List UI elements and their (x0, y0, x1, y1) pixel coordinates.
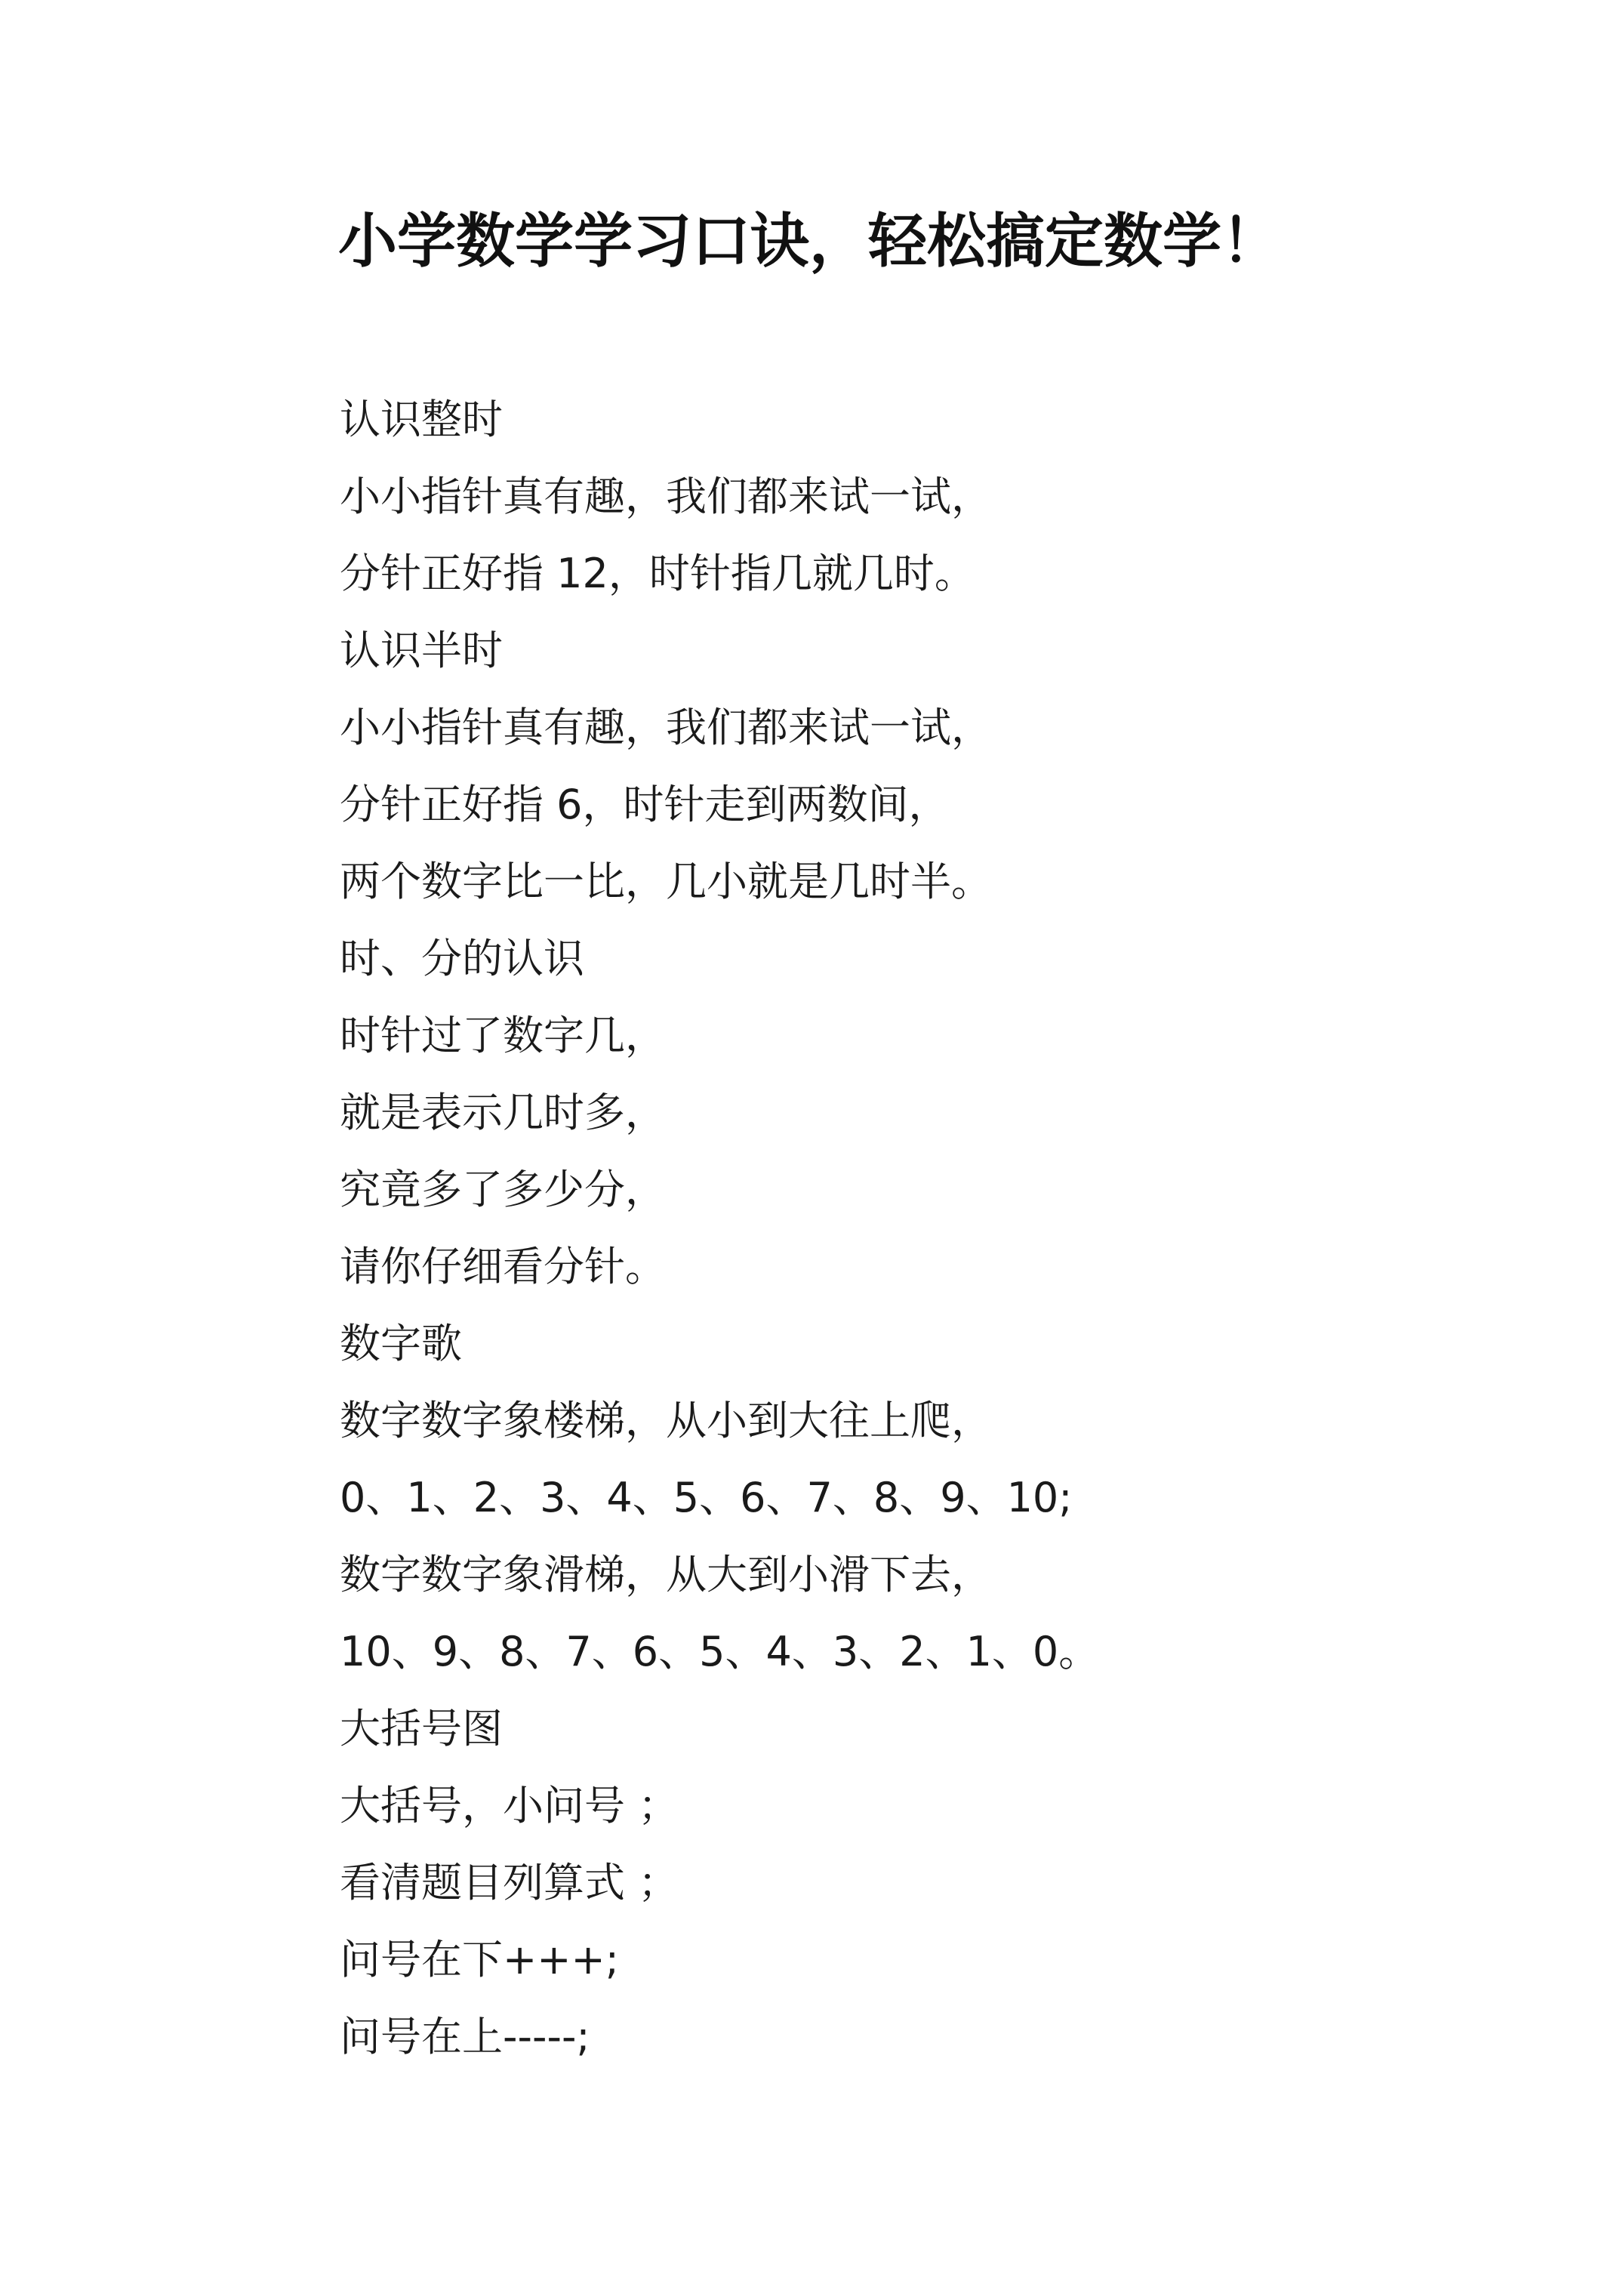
section-heading: 时、分的认识 (340, 935, 584, 982)
section-heading: 数字歌 (340, 1320, 462, 1367)
text-line: 问号在下+++; (340, 1936, 619, 1983)
section-heading: 认识整时 (340, 396, 503, 443)
text-line: 究竟多了多少分， (340, 1166, 666, 1213)
text-line: 分针正好指 12，时针指几就几时。 (340, 550, 975, 597)
text-line: 小小指针真有趣，我们都来试一试， (340, 473, 992, 520)
text-line: 时针过了数字几， (340, 1012, 666, 1059)
text-line: 看清题目列算式 ； (340, 1859, 679, 1906)
text-line: 问号在上-----; (340, 2013, 590, 2060)
text-line: 就是表示几时多， (340, 1089, 666, 1136)
section-heading: 认识半时 (340, 627, 503, 674)
text-line: 10、9、8、7、6、5、4、3、2、1、0。 (340, 1628, 1100, 1675)
text-line: 小小指针真有趣，我们都来试一试， (340, 704, 992, 751)
section-heading: 大括号图 (340, 1705, 503, 1752)
text-line: 数字数字象滑梯，从大到小滑下去， (340, 1551, 992, 1598)
text-line: 两个数字比一比，几小就是几时半。 (340, 858, 992, 905)
text-line: 大括号，小问号 ； (340, 1782, 679, 1829)
text-line: 请你仔细看分针。 (340, 1243, 666, 1290)
document-title: 小学数学学习口诀，轻松搞定数学！ (338, 207, 1281, 276)
text-line: 0、1、2、3、4、5、6、7、8、9、10; (340, 1474, 1073, 1521)
text-line: 数字数字象楼梯，从小到大往上爬， (340, 1397, 992, 1444)
text-line: 分针正好指 6，时针走到两数间， (340, 781, 950, 828)
document-body (340, 381, 1510, 2076)
